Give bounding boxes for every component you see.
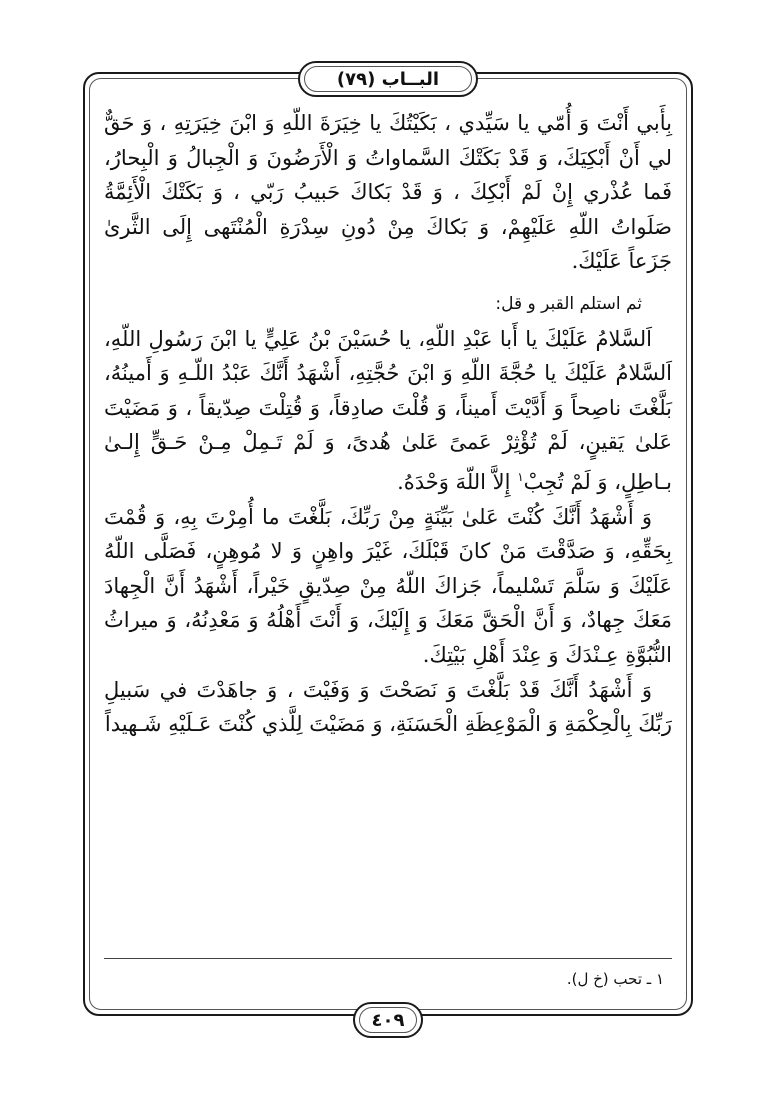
paragraph-2 bbox=[104, 322, 672, 500]
chapter-title: البــاب (٧٩) bbox=[336, 68, 440, 90]
footnote-divider bbox=[104, 958, 672, 959]
page-number-badge-inner bbox=[359, 1007, 417, 1033]
paragraph-3: وَ أَشْهَدُ أَنَّكَ كُنْتَ عَلىٰ بَيِّنَةٍ مِنْ رَبِّكَ، بَلَّغْتَ ما أُمِرْتَ بِهِ، وَ قُمْتَ بِحَقِّهِ، وَ صَدَّقْتَ مَنْ كانَ قَبْلَكَ، غَيْرَ واهِنٍ وَ لا مُوهِنٍ، فَصَلَّى اللّهُ عَلَيْكَ وَ سَلَّمَ تَسْليماً، جَزاكَ اللّهُ مِنْ صِدّيقٍ خَيْراً، أَشْهَدُ أَنَّ الْجِهادَ مَعَكَ جِهادٌ، وَ أَنَّ الْحَقَّ مَعَكَ وَ إِلَيْكَ، وَ أَنْتَ أَهْلُهُ وَ مَعْدِنُهُ، وَ ميراثُ النُّبُوَّةِ عِـنْدَكَ وَ عِنْدَ أَهْلِ بَيْتِكَ. bbox=[104, 504, 672, 667]
paragraph-2-text: اَلسَّلامُ عَلَيْكَ يا أَبا عَبْدِ اللّهِ، يا حُسَيْنَ بْنُ عَلِيٍّ يا ابْنَ رَسُولِ اللّهِ، اَلسَّلامُ عَلَيْكَ يا حُجَّةَ اللّهِ وَ ابْنَ حُجَّتِهِ، أَشْهَدُ أَنَّكَ عَبْدُ اللّـهِ وَ أَمينُهُ، بَلَّغْتَ ناصِحاً وَ أَدَّيْتَ أَميناً، وَ قُلْتَ صادِقاً، وَ قُتِلْتَ صِدّيقاً ، وَ مَضَيْتَ عَلىٰ يَقينٍ، لَمْ تُؤْثِرْ عَمىً عَلىٰ هُدىً، وَ لَمْ تَـمِلْ مِـنْ حَـقٍّ إِلـىٰ بـاطِلٍ، وَ لَمْ تُجِبْ bbox=[104, 326, 672, 494]
main-text bbox=[104, 106, 672, 742]
paragraph-4: وَ أَشْهَدُ أَنَّكَ قَدْ بَلَّغْتَ وَ نَصَحْتَ وَ وَفَيْتَ ، وَ جاهَدْتَ في سَبيلِ رَبِّكَ بِالْحِكْمَةِ وَ الْمَوْعِظَةِ الْحَسَنَةِ، وَ مَضَيْتَ لِلَّذي كُنْتَ عَـلَيْهِ شَـهيداً bbox=[104, 677, 672, 737]
page-number: ٤٠٩ bbox=[371, 1009, 405, 1031]
page-number-badge bbox=[353, 1002, 423, 1038]
paragraph-1: بِأَبي أَنْتَ وَ أُمّي يا سَيِّدي ، بَكَيْتُكَ يا خِيَرَةَ اللّهِ وَ ابْنَ خِيَرَتِهِ ، وَ حَقٌّ لي أَنْ أَبْكِيَكَ، وَ قَدْ بَكَتْكَ السَّماواتُ وَ الْأَرَضُونَ وَ الْجِبالُ وَ الْبِحارُ، فَما عُذْري إِنْ لَمْ أَبْكِكَ ، وَ قَدْ بَكاكَ حَبيبُ رَبّي ، وَ بَكَتْكَ الْأَئِمَّةُ صَلَواتُ اللّهِ عَلَيْهِمْ، وَ بَكاكَ مِنْ دُونِ سِدْرَةِ الْمُنْتَهى إِلَى الثَّرىٰ جَزَعاً عَلَيْكَ. bbox=[104, 111, 672, 274]
footnote: ١ ـ تحب (خ ل). bbox=[566, 970, 664, 988]
paragraph-2-end: إِلاَّ اللّهَ وَحْدَهُ. bbox=[397, 469, 511, 494]
chapter-title-badge bbox=[298, 61, 478, 97]
chapter-title-badge-inner bbox=[304, 66, 472, 92]
instruction-text: ثم استلم القبر و قل: bbox=[495, 293, 642, 314]
footnote-reference: ١ bbox=[517, 469, 524, 484]
